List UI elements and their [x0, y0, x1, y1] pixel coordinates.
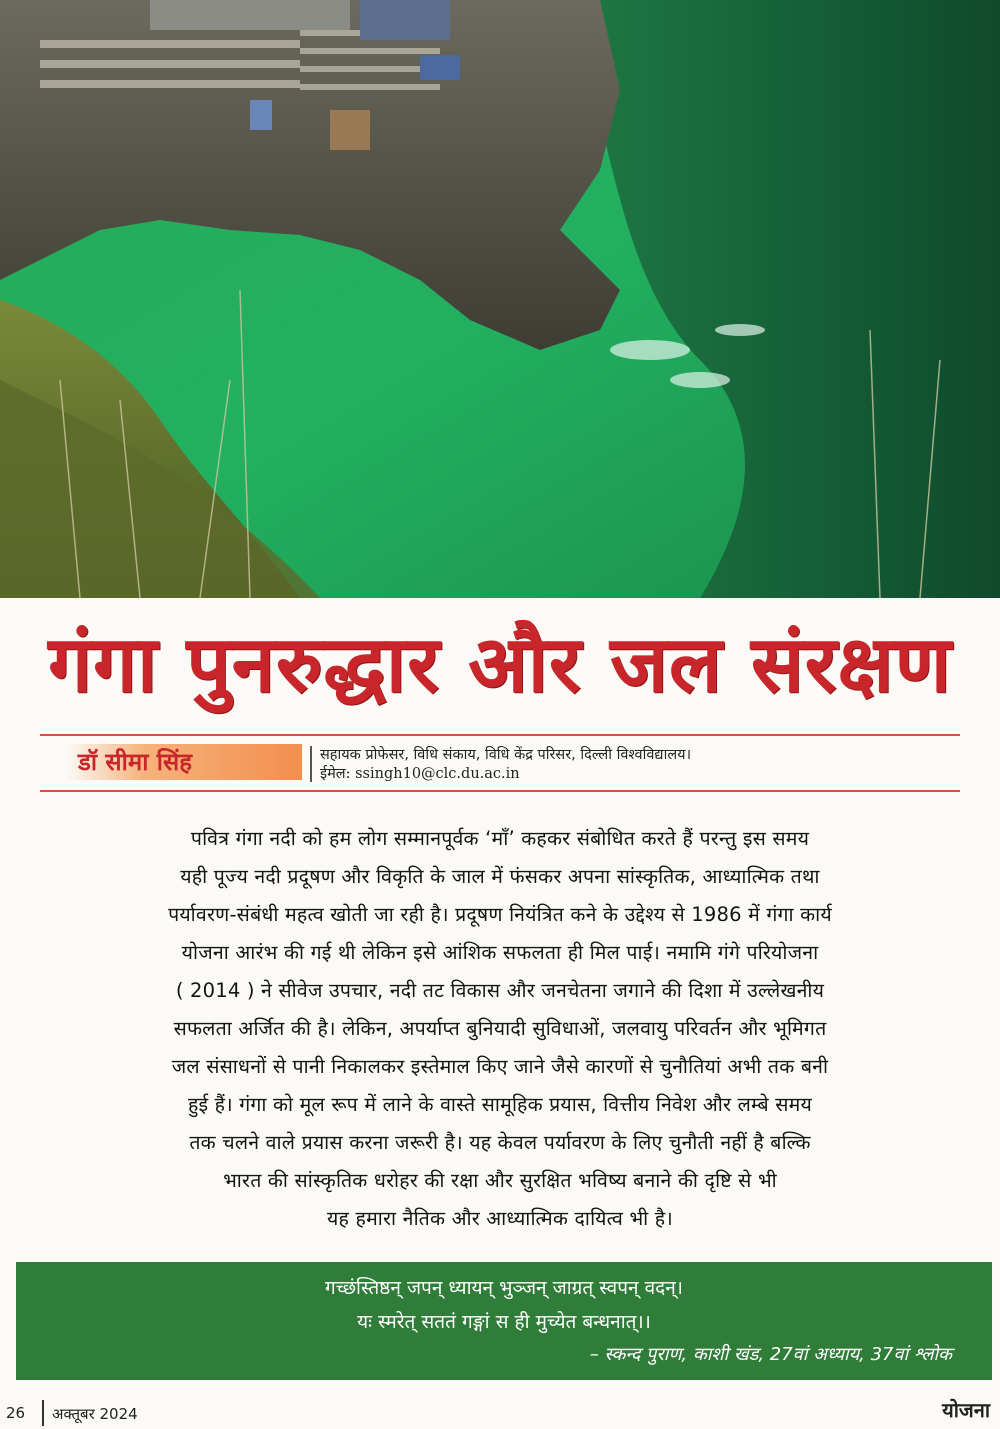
- page-number: 26: [6, 1404, 26, 1422]
- author-email: ईमेल: ssingh10@clc.du.ac.in: [320, 766, 520, 782]
- hero-photo-river-confluence: [0, 0, 1000, 598]
- abstract-line: पर्यावरण-संबंधी महत्व खोती जा रही है। प्रदूषण नियंत्रित कने के उद्देश्य से 1986 में गंगा कार्य: [168, 903, 832, 926]
- abstract-line: तक चलने वाले प्रयास करना जरूरी है। यह केवल पर्यावरण के लिए चुनौती नहीं है बल्कि: [189, 1131, 811, 1154]
- issue-date: अक्तूबर 2024: [52, 1405, 138, 1423]
- article-title: गंगा पुनरुद्धार और जल संरक्षण: [48, 620, 952, 710]
- abstract-line: सफलता अर्जित की है। लेकिन, अपर्याप्त बुनियादी सुविधाओं, जलवायु परिवर्तन और भूमिगत: [173, 1017, 827, 1040]
- abstract-line: हुई हैं। गंगा को मूल रूप में लाने के वास्ते सामूहिक प्रयास, वित्तीय निवेश और लम्बे समय: [187, 1093, 813, 1116]
- hero-illustration: [0, 0, 1000, 598]
- header-rule-top: [40, 734, 960, 736]
- abstract-line: भारत की सांस्कृतिक धरोहर की रक्षा और सुरक्षित भविष्य बनाने की दृष्टि से भी: [223, 1169, 777, 1192]
- magazine-name: योजना: [942, 1398, 990, 1422]
- abstract-line: यही पूज्य नदी प्रदूषण और विकृति के जाल में फंसकर अपना सांस्कृतिक, आध्यात्मिक तथा: [180, 865, 820, 888]
- author-divider: [310, 746, 312, 782]
- shloka-line-1: गच्छंस्तिष्ठन् जपन् ध्यायन् भुञ्जन् जाग्रत् स्वपन् वदन्।: [325, 1277, 683, 1299]
- header-rule-bottom: [40, 790, 960, 792]
- abstract-line: पवित्र गंगा नदी को हम लोग सम्मानपूर्वक ‘माँ’ कहकर संबोधित करते हैं परन्तु इस समय: [190, 827, 810, 850]
- shloka-box: [16, 1262, 992, 1380]
- author-name: डॉ सीमा सिंह: [78, 748, 192, 776]
- footer-separator: [42, 1400, 44, 1426]
- article-abstract: [30, 820, 970, 1238]
- abstract-line: जल संसाधनों से पानी निकालकर इस्तेमाल किए जाने जैसे कारणों से चुनौतियां अभी तक बनी: [171, 1055, 829, 1078]
- author-affiliation: सहायक प्रोफेसर, विधि संकाय, विधि केंद्र परिसर, दिल्ली विश्वविद्यालय।: [320, 747, 692, 763]
- abstract-line: योजना आरंभ की गई थी लेकिन इसे आंशिक सफलता ही मिल पाई। नमामि गंगे परियोजना: [181, 941, 819, 964]
- abstract-line: ( 2014 ) ने सीवेज उपचार, नदी तट विकास और जनचेतना जगाने की दिशा में उल्लेखनीय: [175, 979, 825, 1002]
- shloka-source: – स्कन्द पुराण, काशी खंड, 27वां अध्याय, 37वां श्लोक: [589, 1344, 952, 1365]
- shloka-line-2: यः स्मरेत् सततं गङ्गां स ही मुच्येत बन्धनात्।।: [357, 1311, 651, 1333]
- abstract-line: यह हमारा नैतिक और आध्यात्मिक दायित्व भी है।: [327, 1207, 673, 1230]
